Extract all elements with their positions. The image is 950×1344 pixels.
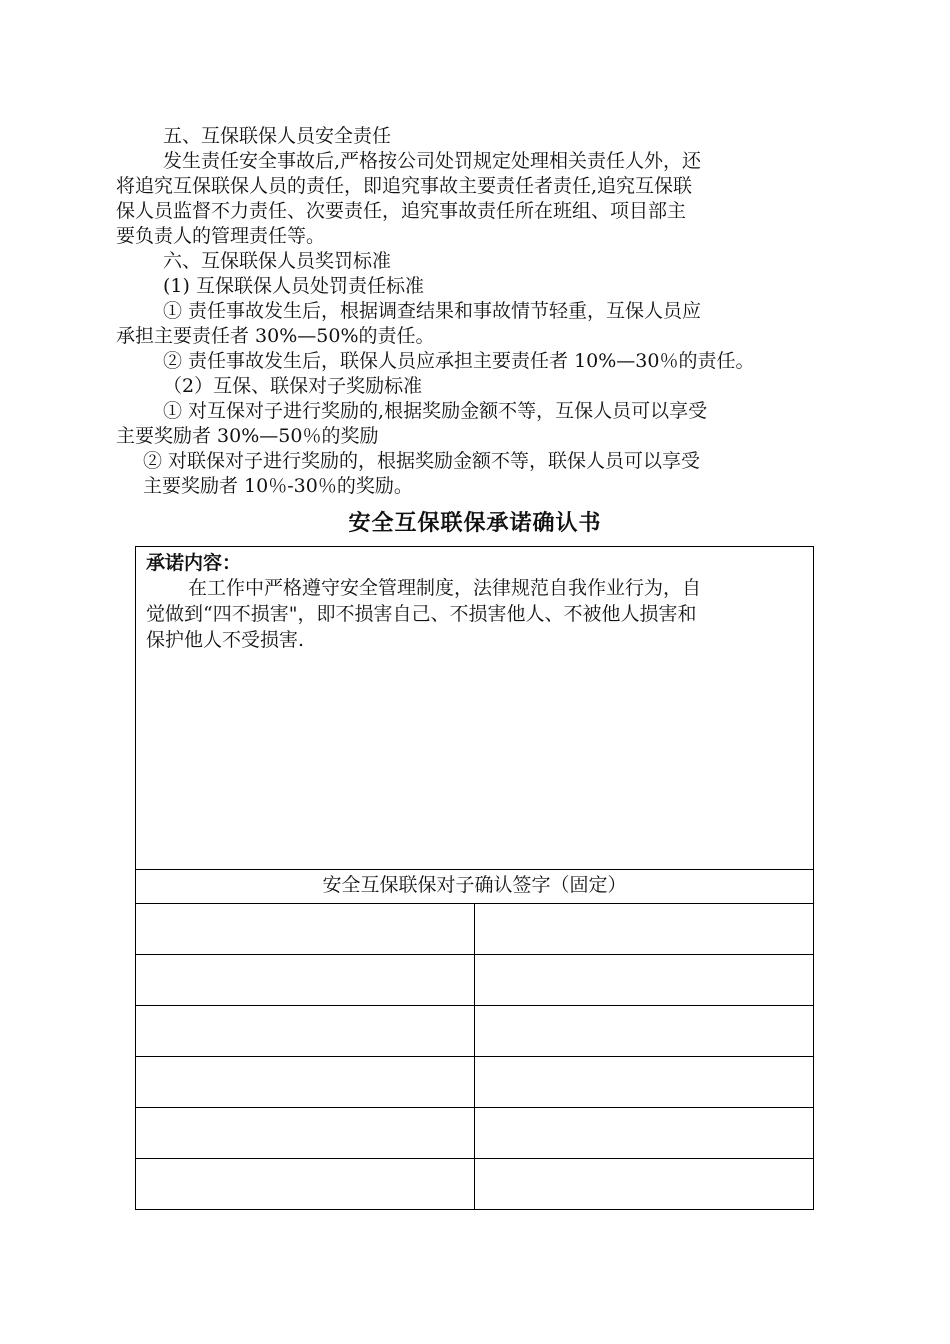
signature-cell[interactable] xyxy=(475,1057,814,1108)
signature-cell[interactable] xyxy=(475,1159,814,1210)
promise-content-box xyxy=(135,546,814,870)
section-5-heading: 五、互保联保人员安全责任 xyxy=(163,125,392,147)
section-6-subheading-reward: （2）互保、联保对子奖励标准 xyxy=(163,375,423,397)
promise-label: 承诺内容： xyxy=(146,552,242,574)
promise-text-line: 在工作中严格遵守安全管理制度，法律规范自我作业行为，自 xyxy=(188,577,702,599)
section-5-paragraph-line: 发生责任安全事故后,严格按公司处罚规定处理相关责任人外，还 xyxy=(163,150,702,172)
reward-item-2-line: ② 对联保对子进行奖励的，根据奖励金额不等，联保人员可以享受 xyxy=(143,450,701,472)
signature-cell[interactable] xyxy=(475,1006,814,1057)
reward-item-2-line: 主要奖励者 10％-30％的奖励。 xyxy=(143,475,413,497)
signature-cell[interactable] xyxy=(475,904,814,955)
signature-cell[interactable] xyxy=(475,955,814,1006)
table-row xyxy=(136,1057,814,1108)
section-5-paragraph-line: 保人员监督不力责任、次要责任，追究事故责任所在班组、项目部主 xyxy=(116,200,687,222)
signature-table xyxy=(135,903,814,1210)
section-6-heading: 六、互保联保人员奖罚标准 xyxy=(163,250,392,272)
table-row xyxy=(136,955,814,1006)
signature-cell[interactable] xyxy=(136,1108,475,1159)
signature-cell[interactable] xyxy=(136,1159,475,1210)
promise-text-line: 保护他人不受损害. xyxy=(146,629,305,651)
table-row xyxy=(136,1108,814,1159)
penalty-item-2: ② 责任事故发生后，联保人员应承担主要责任者 10%—30％的责任。 xyxy=(163,350,755,372)
promise-text-line: 觉做到“四不损害"，即不损害自己、不损害他人、不被他人损害和 xyxy=(146,603,697,625)
section-5-paragraph-line: 要负责人的管理责任等。 xyxy=(116,225,326,247)
signature-cell[interactable] xyxy=(136,904,475,955)
table-row xyxy=(136,1159,814,1210)
penalty-item-1-line: 承担主要责任者 30%—50%的责任。 xyxy=(116,325,435,347)
signature-cell[interactable] xyxy=(136,1057,475,1108)
signature-cell[interactable] xyxy=(475,1108,814,1159)
signature-table-header: 安全互保联保对子确认签字（固定） xyxy=(135,869,814,904)
reward-item-1-line: 主要奖励者 30%—50％的奖励 xyxy=(116,425,379,447)
section-6-subheading-penalty: (1) 互保联保人员处罚责任标准 xyxy=(163,275,424,297)
reward-item-1-line: ① 对互保对子进行奖励的,根据奖励金额不等，互保人员可以享受 xyxy=(163,400,708,422)
section-5-paragraph-line: 将追究互保联保人员的责任，即追究事故主要责任者责任,追究互保联 xyxy=(116,175,693,197)
table-row xyxy=(136,904,814,955)
table-row xyxy=(136,1006,814,1057)
document-title: 安全互保联保承诺确认书 xyxy=(348,510,602,536)
signature-cell[interactable] xyxy=(136,1006,475,1057)
signature-cell[interactable] xyxy=(136,955,475,1006)
penalty-item-1-line: ① 责任事故发生后，根据调查结果和事故情节轻重，互保人员应 xyxy=(163,300,702,322)
